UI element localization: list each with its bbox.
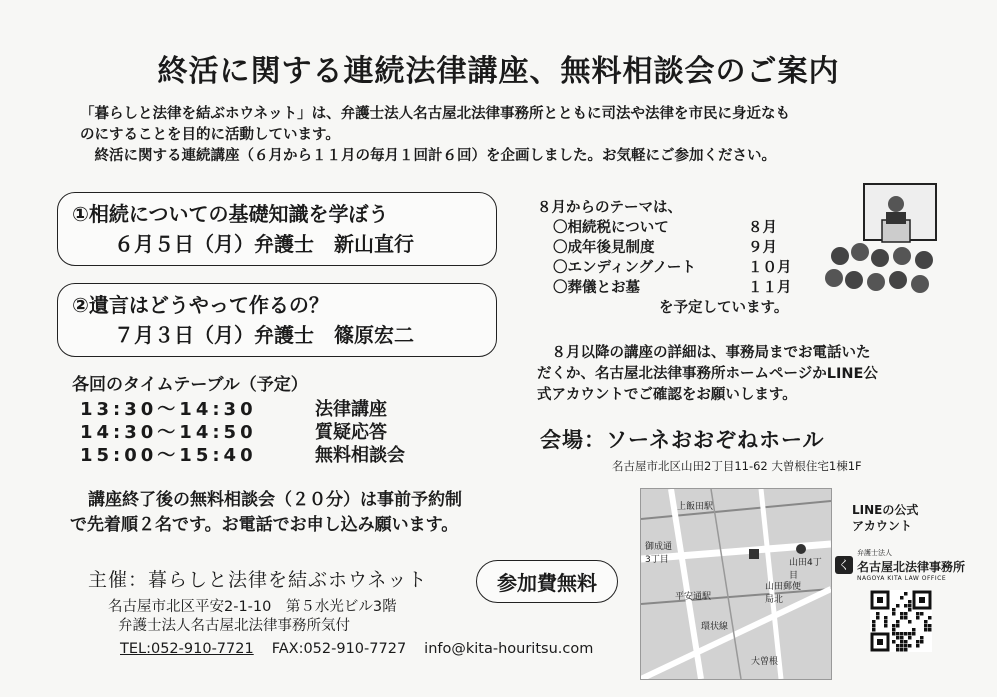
venue-name: 会場：ソーネおおぞねホール [540,428,825,452]
organizer-name: 主催：暮らしと法律を結ぶホウネット [88,569,428,591]
intro-line-2: のにすることを目的に活動しています。 [80,127,340,143]
theme-month: ９月 [748,240,777,256]
lecture-box-2 [57,283,497,357]
map-label-postoffice: 山田郵便局北 [765,582,802,605]
themes-heading: ８月からのテーマは、 [537,200,682,216]
lecture-illustration [820,180,942,300]
line-qr-code[interactable] [870,590,932,652]
map-label-stop: 御成通3丁目 [645,542,673,565]
map-label-stop: 山田4丁目 [789,558,822,581]
themes-footer: を予定しています。 [659,300,789,316]
lecture-1-detail: ６月５日（月）弁護士 新山直行 [114,232,414,256]
page-title: 終活に関する連続法律講座、無料相談会のご案内 [157,54,840,89]
details-paragraph [537,343,957,406]
timetable-row [72,421,512,444]
timetable-heading: 各回のタイムテーブル（予定） [72,375,308,395]
details-line-3: 式アカウントでご確認をお願いします。 [537,387,797,403]
line-label-2: アカウント [852,519,912,533]
free-consult-line-1: 講座終了後の無料相談会（２０分）は事前予約制 [88,490,462,510]
theme-item [537,258,807,278]
details-line-2: だくか、名古屋北法律事務所ホームページかLINE公 [537,366,878,382]
logo-mark-icon: く [835,556,853,574]
venue-address: 名古屋市北区山田2丁目11-62 大曽根住宅1棟1F [612,459,862,473]
theme-month: １０月 [748,260,792,276]
theme-name: 〇成年後見制度 [553,240,655,256]
map-label-station: 上飯田駅 [677,502,714,512]
line-account-label [852,502,918,534]
organizer-contact [88,640,594,659]
lecture-2-title: ②遺言はどうやって作るの？ [72,293,329,317]
intro-line-1: 「暮らしと法律を結ぶホウネット」は、弁護士法人名古屋北法律事務所とともに司法や法律を市民に身近なも [80,106,791,122]
timetable-label: 法律講座 [315,399,387,420]
fee-badge: 参加費無料 [476,560,618,603]
timetable-label: 質疑応答 [315,422,387,443]
logo-small-text: 弁護士法人 [857,549,892,557]
lecture-2-detail: ７月３日（月）弁護士 篠原宏二 [114,323,414,347]
details-line-1: ８月以降の講座の詳細は、事務局までお電話いた [537,345,871,361]
office-logo [835,548,965,582]
venue-map [640,488,832,680]
timetable-time: 15:00～15:40 [80,445,257,466]
tel-link[interactable]: TEL:052-910-7721 [120,641,254,657]
logo-name: 名古屋北法律事務所 [857,560,966,574]
themes-block [537,198,807,318]
free-consult-line-2: で先着順２名です。お電話でお申し込み願います。 [70,515,459,535]
theme-name: 〇エンディングノート [553,260,696,276]
timetable [72,370,512,467]
timetable-row [72,444,512,467]
timetable-time: 13:30～14:30 [80,399,257,420]
organizer-address: 名古屋市北区平安2-1-10 第５水光ビル3階 [108,599,397,615]
email-link[interactable]: info@kita-houritsu.com [424,641,594,657]
theme-month: ８月 [748,220,777,236]
timetable-row [72,398,512,421]
line-label-1: LINEの公式 [852,503,919,517]
theme-item [537,218,807,238]
map-label-station: 平安通駅 [675,592,712,602]
lecture-box-1 [57,192,497,266]
timetable-time: 14:30～14:50 [80,422,257,443]
organizer-office: 弁護士法人名古屋北法律事務所気付 [118,618,350,634]
theme-item [537,238,807,258]
map-label-road: 大曽根 [751,657,779,667]
free-consult-note [70,488,540,538]
logo-english: NAGOYA KITA LAW OFFICE [857,575,947,582]
theme-month: １１月 [748,280,792,296]
theme-name: 〇葬儀とお墓 [553,280,640,296]
intro-paragraph [80,104,930,167]
intro-line-3: 終活に関する連続講座（６月から１１月の毎月１回計６回）を企画しました。お気軽にご参加ください。 [80,148,776,164]
fax-number: FAX:052-910-7727 [271,641,407,657]
lecture-1-title: ①相続についての基礎知識を学ぼう [72,202,389,226]
theme-item [537,278,807,298]
timetable-label: 無料相談会 [315,445,405,466]
map-label-road: 環状線 [701,622,729,632]
theme-name: 〇相続税について [553,220,669,236]
